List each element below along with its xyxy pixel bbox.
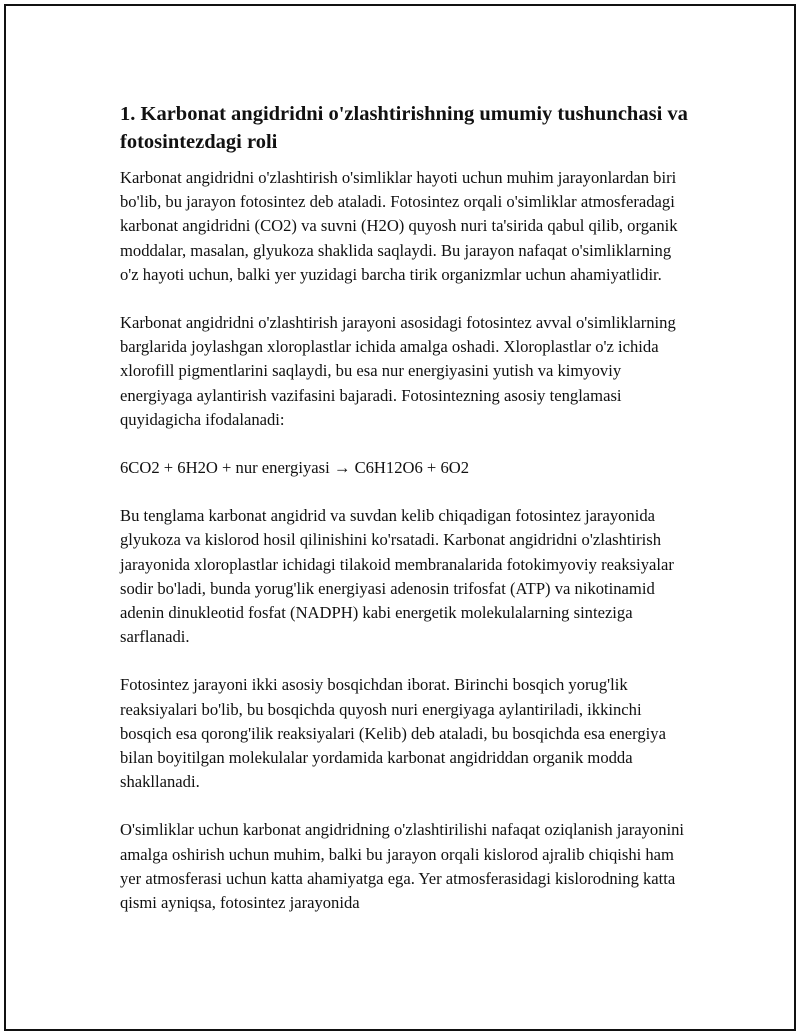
paragraph-1: Karbonat angidridni o'zlashtirish o'simliklar hayoti uchun muhim jarayonlardan biri bo'lib, bu jarayon fotosintez deb ataladi. Fotosintez orqali o'simliklar atmosferadagi karbonat angidridni (CO2) va suvni (H2O) quyosh nuri ta'sirida qabul qilib, organik moddalar, masalan, glyukoza shaklida saqlaydi. Bu jarayon nafaqat o'simliklarning o'z hayoti uchun, balki yer yuzidagi barcha tirik organizmlar uchun ahamiyatlidir.	[120, 168, 678, 284]
page-content	[120, 100, 692, 939]
paragraph-2: Karbonat angidridni o'zlashtirish jarayoni asosidagi fotosintez avval o'simliklarning barglarida joylashgan xloroplastlar ichida amalga oshadi. Xloroplastlar o'z ichida xlorofill pigmentlarini saqlaydi, bu esa nur energiyasini yutish va kimyoviy energiyaga aylantirish vazifasini bajaradi. Fotosintezning asosiy tenglamasi quyidagicha ifodalanadi:	[120, 313, 676, 429]
paragraph-3: Bu tenglama karbonat angidrid va suvdan kelib chiqadigan fotosintez jarayonida glyukoza va kislorod hosil qilinishini ko'rsatadi. Karbonat angidridni o'zlashtirish jarayonida xloroplastlar ichidagi tilakoid membranalarida fotokimyoviy reaksiyalar sodir bo'ladi, bunda yorug'lik energiyasi adenosin trifosfat (ATP) va nikotinamid adenin dinukleotid fosfat (NADPH) kabi energetik molekulalarning sinteziga sarflanadi.	[120, 506, 674, 647]
paragraph-4: Fotosintez jarayoni ikki asosiy bosqichdan iborat. Birinchi bosqich yorug'lik reaksiyalari bo'lib, bu bosqichda quyosh nuri energiyaga aylantiriladi, ikkinchi bosqich esa qorong'ilik reaksiyalari (Kelib) deb ataladi, bu bosqichda esa energiya bilan boyitilgan molekulalar yordamida karbonat angidriddan organik modda shakllanadi.	[120, 675, 666, 792]
paragraph-5: O'simliklar uchun karbonat angidridning o'zlashtirilishi nafaqat oziqlanish jarayonini amalga oshirish uchun muhim, balki bu jarayon orqali kislorod ajralib chiqishi ham yer atmosferasi uchun katta ahamiyatga ega. Yer atmosferasidagi kislorodning katta qismi ayniqsa, fotosintez jarayonida	[120, 820, 685, 913]
page-frame	[4, 4, 796, 1031]
section-heading: 1. Karbonat angidridni o'zlashtirishning umumiy tushunchasi va fotosintezdagi roli	[120, 103, 688, 153]
photosynthesis-equation: 6CO2 + 6H2O + nur energiyasi → C6H12O6 + 6O2	[120, 458, 470, 478]
